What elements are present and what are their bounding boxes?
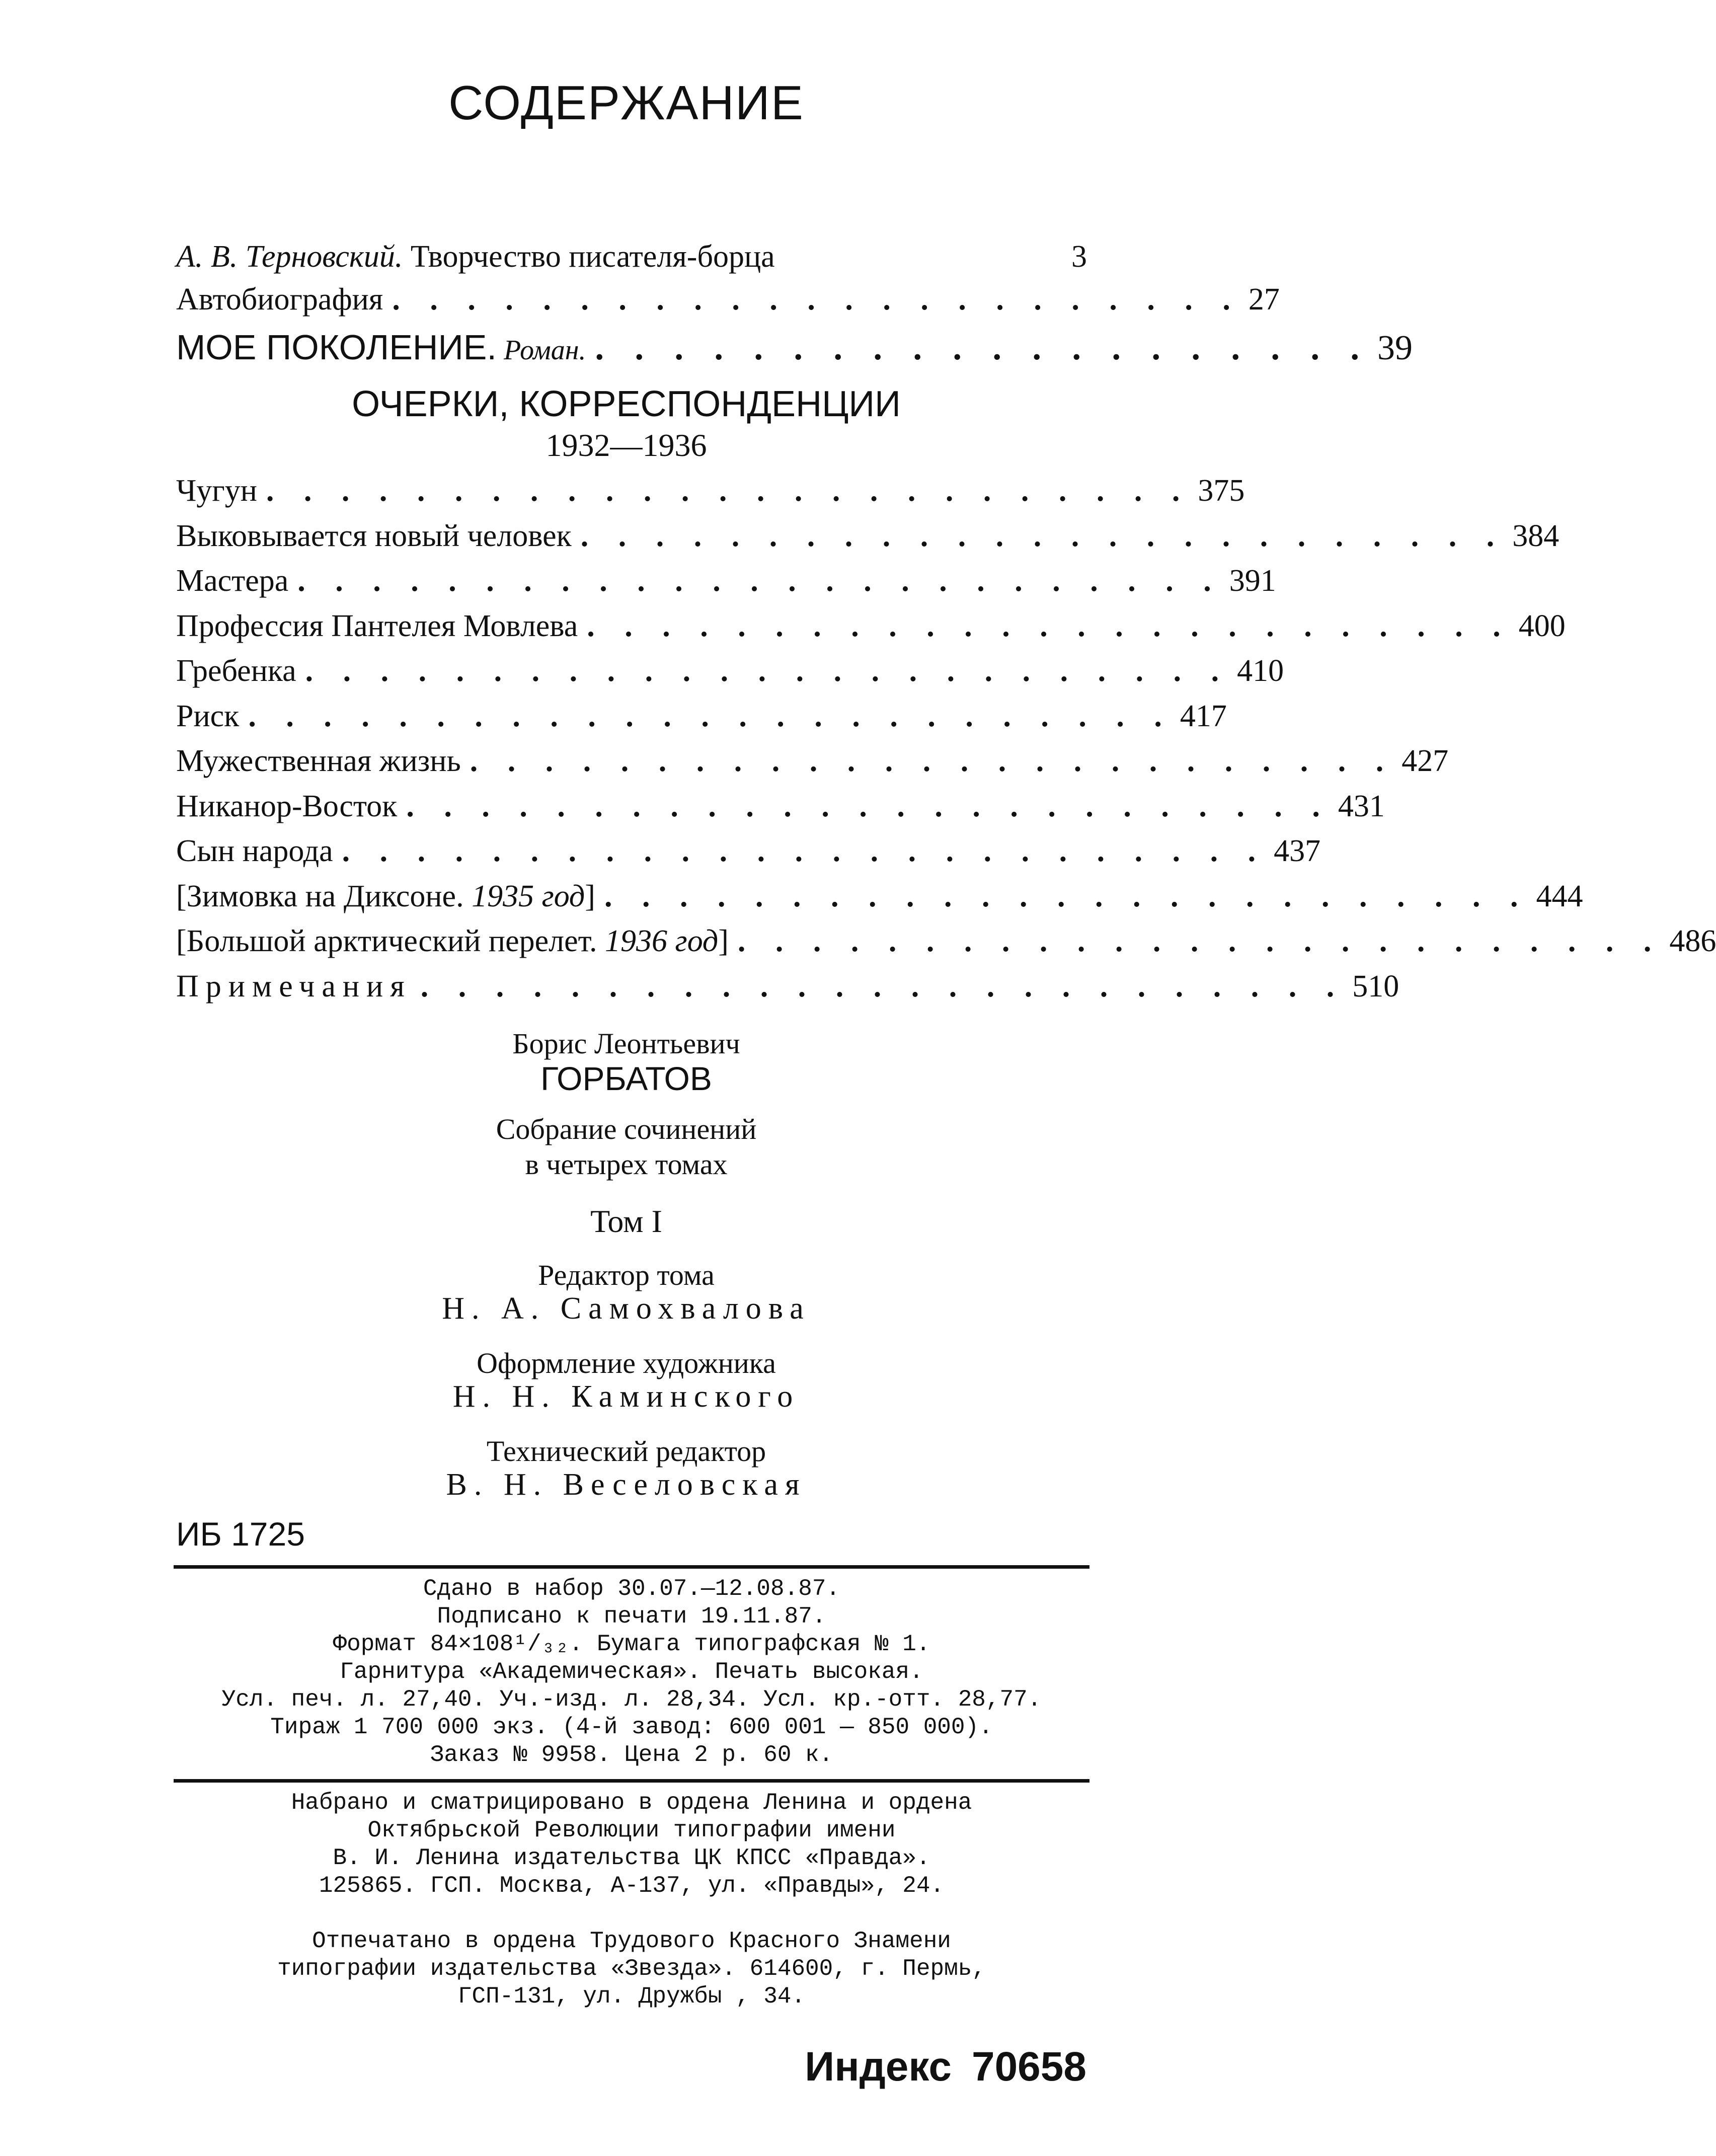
toc-label: Мужественная жизнь <box>176 744 461 778</box>
toc-label: [Большой арктический перелет. 1936 год] <box>176 924 729 958</box>
toc-page-number: 3 <box>1071 240 1087 274</box>
toc-leader: . . . . . . . . . . . . . . . . . . . . . . . . . <box>305 654 1230 688</box>
index-label: Индекс <box>805 2044 952 2090</box>
toc-entry <box>176 966 1399 1007</box>
toc-entry-autobiography <box>176 279 1280 320</box>
imprint-typesetting <box>174 1789 1089 1900</box>
toc-page-number: 510 <box>1352 969 1399 1004</box>
toc-leader: . . . . . . . . . . . . . . . . . . . . . . . . . <box>737 924 1663 958</box>
section-heading: ОЧЕРКИ, КОРРЕСПОНДЕНЦИИ <box>352 384 901 424</box>
tech-editor-role: Технический редактор <box>486 1435 766 1468</box>
imprint-line: В. И. Ленина издательства ЦК КПСС «Правда». <box>333 1845 930 1871</box>
imprint-line: 125865. ГСП. Москва, А-137, ул. «Правды», 24. <box>319 1873 945 1899</box>
toc-leader: . . . . . . . . . . . . . . . . . . . . . . . . . <box>297 564 1222 598</box>
toc-page-number: 437 <box>1274 834 1321 868</box>
author-surname: ГОРБАТОВ <box>540 1060 712 1097</box>
toc-entry <box>176 471 1245 511</box>
ib-number: ИБ 1725 <box>176 1515 305 1553</box>
toc-page-number: 410 <box>1237 654 1284 688</box>
toc-entry <box>176 831 1321 871</box>
toc-label: Чугун <box>176 474 257 508</box>
toc-leader: . . . . . . . . . . . . . . . . . . . . . . . . . <box>470 744 1395 778</box>
toc-page-number: 444 <box>1536 879 1583 913</box>
toc-entry <box>176 516 1559 556</box>
toc-leader: . . . . . . . . . . . . . . . . . . . . . . . . . <box>406 789 1331 823</box>
toc-entry <box>176 786 1385 826</box>
imprint-line: Заказ № 9958. Цена 2 р. 60 к. <box>430 1742 833 1768</box>
imprint-line: типографии издательства «Звезда». 614600, г. Пермь, <box>277 1956 986 1982</box>
work-title-line-1: Собрание сочинений <box>496 1113 757 1145</box>
tech-editor-name: В. Н. Веселовская <box>446 1468 807 1502</box>
divider-top <box>174 1565 1089 1569</box>
imprint-line: Тираж 1 700 000 экз. (4-й завод: 600 001 — 850 000). <box>270 1714 993 1740</box>
toc-leader: . . . . . . . . . . . . . . . . . . . . . . . . . <box>587 608 1512 643</box>
toc-page-number: 375 <box>1198 474 1245 508</box>
toc-page-number: 391 <box>1229 564 1276 598</box>
toc-label: Сын народа <box>176 834 333 868</box>
artist-role: Оформление художника <box>477 1347 776 1379</box>
toc-entry <box>176 561 1276 601</box>
toc-page-number: 431 <box>1338 789 1385 823</box>
toc-page-number: 427 <box>1401 744 1449 778</box>
toc-entry <box>176 696 1227 736</box>
toc-label: Мастера <box>176 564 289 598</box>
toc-leader: . . . . . . . . . . . . . . . . . . . . . . . . . <box>604 879 1529 913</box>
toc-leader: . . . . . . . . . . . . . . . . . . . . . . . . . <box>342 834 1267 868</box>
imprint-line: Октябрьской Революции типографии имени <box>367 1817 896 1843</box>
toc-entry-introduction <box>176 237 1087 277</box>
toc-entry <box>176 651 1284 691</box>
imprint-line: Гарнитура «Академическая». Печать высокая. <box>340 1659 923 1685</box>
imprint-line: Подписано к печати 19.11.87. <box>437 1603 826 1630</box>
editor-role: Редактор тома <box>538 1259 715 1291</box>
imprint-line: Формат 84×108¹/₃₂. Бумага типографская № 1. <box>333 1631 930 1657</box>
divider-middle <box>174 1779 1089 1783</box>
toc-page-number: 384 <box>1512 518 1559 553</box>
toc-page-number: 486 <box>1669 924 1716 958</box>
toc-page-number: 27 <box>1248 282 1280 317</box>
toc-label: Профессия Пантелея Мовлева <box>176 608 578 643</box>
author-name: Борис Леонтьевич <box>512 1027 740 1060</box>
work-title-line-2: в четырех томах <box>525 1148 728 1181</box>
imprint-line: ГСП-131, ул. Дружбы , 34. <box>457 1983 806 2010</box>
toc-author-italic: А. В. Терновский. <box>176 240 403 274</box>
index-value: 70658 <box>971 2044 1086 2090</box>
page-title: СОДЕРЖАНИЕ <box>448 76 804 130</box>
toc-entry <box>176 876 1583 916</box>
toc-page-number: 417 <box>1180 699 1227 733</box>
toc-leader: . . . . . . . . . . . . . . . . . . . . . . . . . <box>248 699 1173 733</box>
toc-label: Никанор-Восток <box>176 789 398 823</box>
toc-leader: . . . . . . . . . . . . . . . . . . . . <box>595 329 1371 367</box>
toc-label: [Зимовка на Диксоне. 1935 год] <box>176 879 595 913</box>
toc-page-number: 400 <box>1518 608 1566 643</box>
toc-entry-novel <box>176 327 1413 367</box>
toc-entry <box>176 921 1716 961</box>
toc-label: Гребенка <box>176 654 296 688</box>
imprint-line: Отпечатано в ордена Трудового Красного Знамени <box>312 1928 951 1954</box>
imprint-line: Набрано и сматрицировано в ордена Ленина и ордена <box>291 1790 972 1816</box>
editor-name: Н. А. Самохвалова <box>442 1291 811 1326</box>
toc-entry <box>176 741 1449 781</box>
toc-entry <box>176 606 1566 646</box>
section-years: 1932—1936 <box>545 427 707 463</box>
toc-leader: . . . . . . . . . . . . . . . . . . . . . . . . . <box>266 474 1191 508</box>
toc-leader: . . . . . . . . . . . . . . . . . . . . . . . . . <box>420 969 1346 1004</box>
toc-label: А. В. Терновский. Творчество писателя-борца <box>176 240 775 274</box>
imprint-printing <box>174 1928 1089 2011</box>
artist-name: Н. Н. Каминского <box>452 1379 800 1414</box>
toc-label: Выковывается новый человек <box>176 518 572 553</box>
toc-leader: . . . . . . . . . . . . . . . . . . . . . . . <box>392 282 1241 317</box>
toc-label: Автобиография <box>176 282 383 317</box>
index-code <box>805 2043 1086 2091</box>
imprint-print-details <box>174 1575 1089 1769</box>
toc-page-number: 39 <box>1377 329 1413 367</box>
toc-label: МОЕ ПОКОЛЕНИЕ. Роман. <box>176 328 586 367</box>
toc-label: Примечания <box>176 969 412 1004</box>
imprint-line: Сдано в набор 30.07.—12.08.87. <box>423 1576 840 1602</box>
toc-leader: . . . . . . . . . . . . . . . . . . . . . . . . . <box>580 518 1506 553</box>
toc-label: Риск <box>176 699 240 733</box>
imprint-line: Усл. печ. л. 27,40. Уч.-изд. л. 28,34. Усл. кр.-отт. 28,77. <box>221 1686 1042 1713</box>
volume-label: Том I <box>590 1203 662 1239</box>
